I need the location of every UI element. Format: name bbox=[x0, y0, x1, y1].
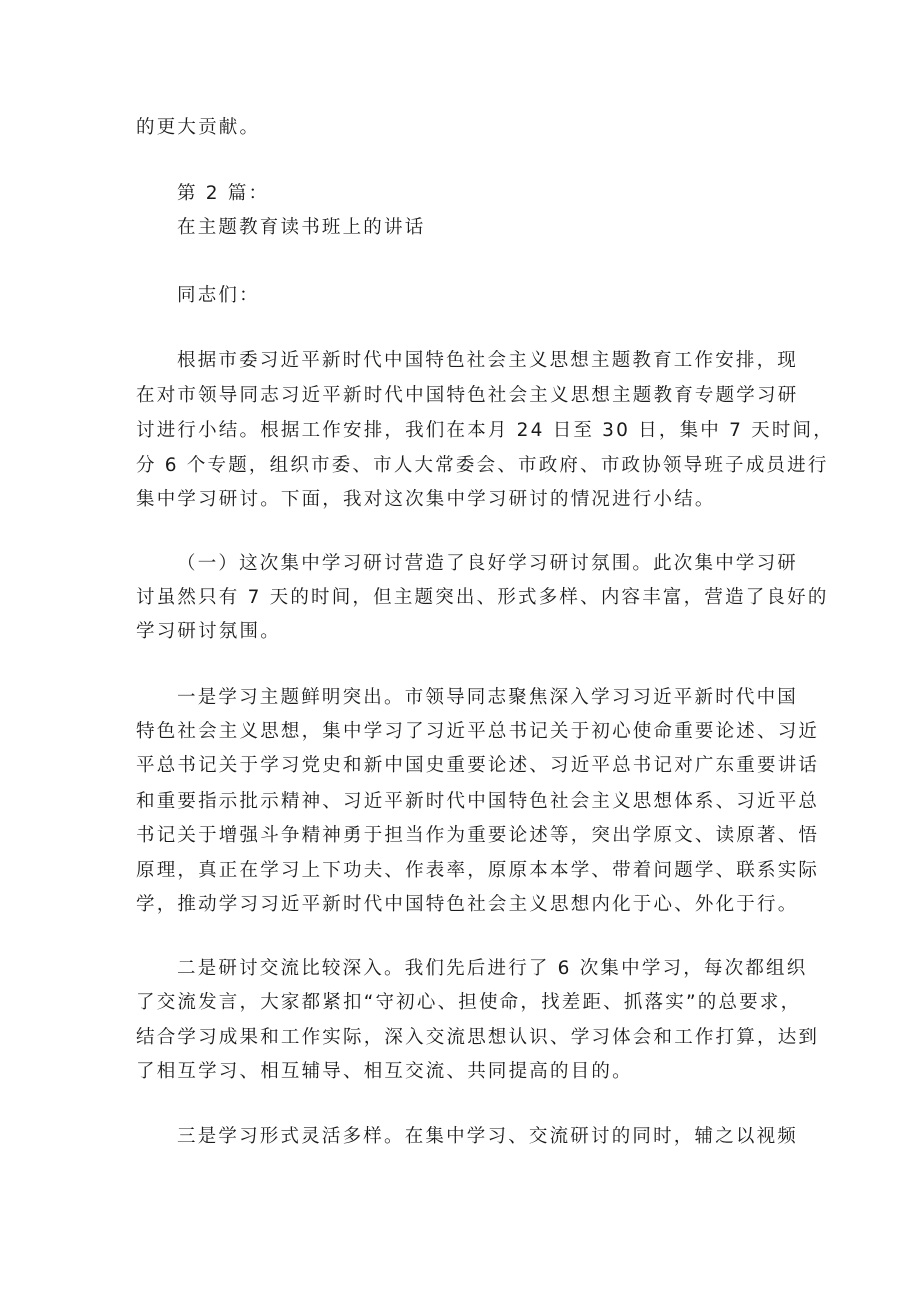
paragraph-line: 了交流发言，大家都紧扣“守初心、担使命，找差距、抓落实”的总要求， bbox=[136, 992, 802, 1013]
paragraph-line: 分 6 个专题，组织市委、市人大常委会、市政府、市政协领导班子成员进行 bbox=[136, 455, 829, 476]
paragraph-line: 在对市领导同志习近平新时代中国特色社会主义思想主题教育专题学习研 bbox=[136, 385, 799, 406]
paragraph-line: 讨进行小结。根据工作安排，我们在本月 24 日至 30 日，集中 7 天时间， bbox=[136, 420, 834, 441]
speech-title: 在主题教育读书班上的讲话 bbox=[177, 217, 426, 238]
paragraph-line: 原理，真正在学习上下功夫、作表率，原原本本学、带着问题学、联系实际 bbox=[136, 860, 820, 881]
paragraph-line: 集中学习研讨。下面，我对这次集中学习研讨的情况进行小结。 bbox=[136, 489, 716, 510]
paragraph-line: 讨虽然只有 7 天的时间，但主题突出、形式多样、内容丰富，营造了良好的 bbox=[136, 587, 829, 608]
paragraph-line: 特色社会主义思想，集中学习了习近平总书记关于初心使命重要论述、习近 bbox=[136, 721, 820, 742]
paragraph-line: 学习研讨氛围。 bbox=[136, 621, 281, 642]
paragraph-line: 一是学习主题鲜明突出。市领导同志聚焦深入学习习近平新时代中国 bbox=[177, 687, 799, 708]
salutation: 同志们： bbox=[177, 285, 260, 306]
paragraph-line: 根据市委习近平新时代中国特色社会主义思想主题教育工作安排，现 bbox=[177, 350, 799, 371]
paragraph-line: 和重要指示批示精神、习近平新时代中国特色社会主义思想体系、习近平总 bbox=[136, 791, 820, 812]
paragraph-line: 书记关于增强斗争精神勇于担当作为重要论述等，突出学原文、读原著、悟 bbox=[136, 825, 820, 846]
paragraph-line: 平总书记关于学习党史和新中国史重要论述、习近平总书记对广东重要讲话 bbox=[136, 755, 820, 776]
continuation-line: 的更大贡献。 bbox=[136, 117, 261, 138]
paragraph-line: 学，推动学习习近平新时代中国特色社会主义思想内化于心、外化于行。 bbox=[136, 894, 799, 915]
paragraph-line: （一）这次集中学习研讨营造了良好学习研讨氛围。此次集中学习研 bbox=[177, 553, 799, 574]
paragraph-line: 三是学习形式灵活多样。在集中学习、交流研讨的同时，辅之以视频 bbox=[177, 1126, 799, 1147]
paragraph-line: 二是研讨交流比较深入。我们先后进行了 6 次集中学习，每次都组织 bbox=[177, 958, 808, 979]
paragraph-line: 了相互学习、相互辅导、相互交流、共同提高的目的。 bbox=[136, 1061, 633, 1082]
section-label: 第 2 篇： bbox=[177, 183, 270, 204]
paragraph-line: 结合学习成果和工作实际，深入交流思想认识、学习体会和工作打算，达到 bbox=[136, 1027, 820, 1048]
